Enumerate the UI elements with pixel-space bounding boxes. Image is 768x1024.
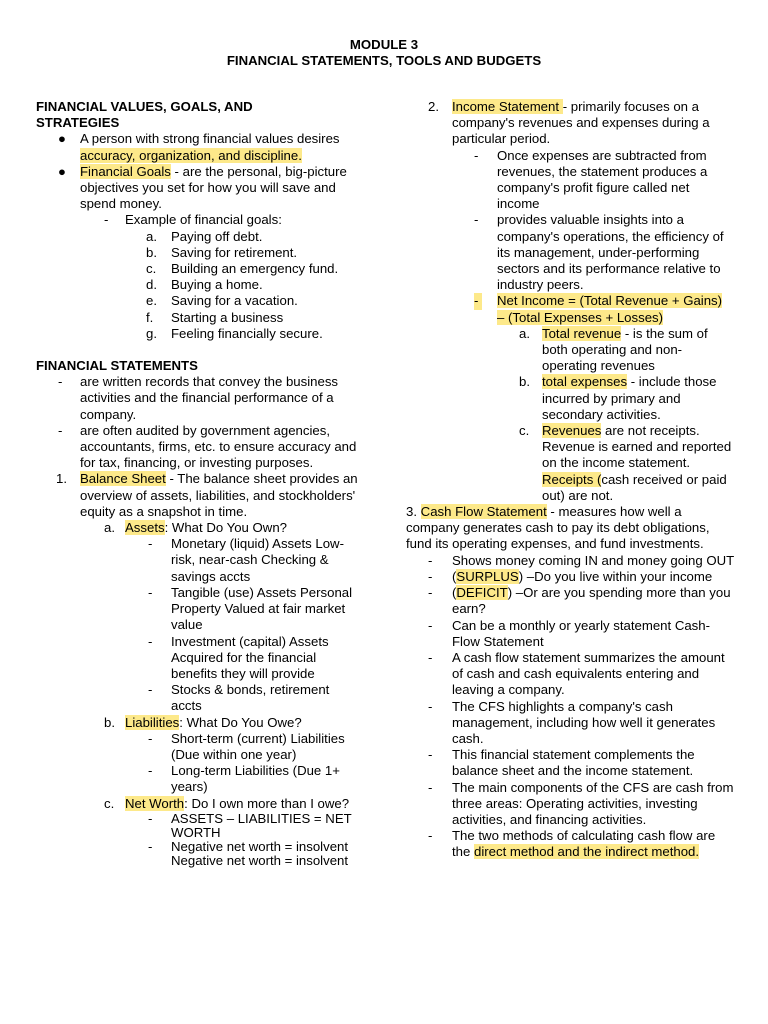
liabilities-heading: b. Liabilities: What Do You Owe? — [104, 714, 302, 730]
list-item-liability: - Short-term (current) Liabilities (Due within one year) — [148, 730, 345, 762]
income-desc-2: - provides valuable insights into a company's operations, the efficiency of its management, under-performing sectors and its performance relative to industry peers. — [474, 212, 724, 293]
bullet-icon: ● — [58, 163, 66, 179]
list-item-asset: - Tangible (use) Assets Personal Property Valued at fair market value — [148, 584, 353, 633]
cfs-desc: - The main components of the CFS are cash from three areas: Operating activities, investing activities, and financing activities. — [428, 779, 734, 827]
income-desc-1: - Once expenses are subtracted from revenues, the statement produces a company's profit figure called net income — [474, 147, 708, 212]
module-number: MODULE 3 — [349, 37, 419, 52]
list-item-goal: f. Starting a business — [146, 309, 284, 325]
net-income-formula: - Net Income = (Total Revenue + Gains) – (Total Expenses + Losses) — [474, 293, 723, 325]
example-goals-label: - Example of financial goals: — [104, 212, 282, 228]
list-item-goal: c. Building an emergency fund. — [146, 261, 339, 277]
cfs-deficit: - (DEFICIT) –Or are you spending more than you earn? — [428, 585, 731, 617]
list-item-net-worth: - ASSETS – LIABILITIES = NET WORTH — [148, 810, 352, 840]
cfs-desc: - A cash flow statement summarizes the amount of cash and cash equivalents entering and leaving a company. — [428, 649, 725, 698]
income-statement-item: 2. Income Statement - primarily focuses on a company's revenues and expenses during a particular period. — [428, 99, 710, 147]
assets-heading: a. Assets: What Do You Own? — [104, 520, 287, 536]
left-column — [36, 99, 372, 868]
right-column — [406, 99, 736, 861]
document-title: FINANCIAL STATEMENTS, TOOLS AND BUDGETS — [226, 53, 542, 68]
list-item-goal: b. Saving for retirement. — [146, 244, 298, 260]
list-item-net-worth: - Negative net worth = insolvent Negative net worth = insolvent — [148, 838, 349, 868]
cfs-desc: - This financial statement complements the balance sheet and the income statement. — [428, 747, 695, 779]
balance-sheet-item: 1. Balance Sheet - The balance sheet provides an overview of assets, liabilities, and stockholders' equity as a snapshot in time. — [56, 471, 358, 519]
list-item-revenues: c. Revenues are not receipts. Revenue is earned and reported on the income statement. Receipts (cash received or paid out) are not. — [519, 423, 732, 503]
cfs-surplus: - (SURPLUS) –Do you live within your income — [428, 568, 713, 584]
list-item-total-revenue: a. Total revenue - is the sum of both operating and non-operating revenues — [519, 325, 708, 374]
list-item-asset: - Stocks & bonds, retirement accts — [148, 682, 330, 714]
list-item-goal: g. Feeling financially secure. — [146, 325, 323, 341]
bullet-icon: ● — [58, 131, 66, 147]
list-item-goal: d. Buying a home. — [146, 277, 263, 293]
list-item-goal: a. Paying off debt. — [146, 228, 263, 244]
statements-desc-2: - are often audited by government agencies, accountants, firms, etc. to ensure accuracy and for tax, financing, or investing purposes. — [58, 422, 357, 471]
cfs-methods: - The two methods of calculating cash flow are the direct method and the indirect method. — [428, 828, 716, 860]
list-item-asset: - Investment (capital) Assets Acquired for the financial benefits they will provide — [148, 633, 329, 681]
cfs-desc: - Shows money coming IN and money going OUT — [428, 552, 735, 568]
bullet-values: ● A person with strong financial values desires accuracy, organization, and discipline. — [58, 131, 340, 163]
section-heading-values: FINANCIAL VALUES, GOALS, AND STRATEGIES — [36, 99, 253, 131]
statements-desc-1: - are written records that convey the business activities and the financial performance of a company. — [58, 374, 339, 422]
list-item-asset: - Monetary (liquid) Assets Low-risk, near-cash Checking & savings accts — [148, 536, 344, 584]
section-heading-statements: FINANCIAL STATEMENTS — [36, 358, 198, 374]
cfs-desc: - Can be a monthly or yearly statement Cash-Flow Statement — [428, 617, 711, 649]
list-item-liability: - Long-term Liabilities (Due 1+ years) — [148, 763, 340, 795]
list-item-total-expenses: b. total expenses - include those incurred by primary and secondary activities. — [519, 374, 717, 422]
bullet-financial-goals: ● Financial Goals - are the personal, big-picture objectives you set for how you will save and spend money. — [58, 163, 347, 212]
list-item-goal: e. Saving for a vacation. — [146, 293, 298, 309]
net-worth-heading: c. Net Worth: Do I own more than I owe? — [104, 795, 350, 811]
cash-flow-statement-item: 3. Cash Flow Statement - measures how well a company generates cash to pay its debt obligations, fund its operating expenses, and fund investments. — [406, 504, 710, 552]
cfs-desc: - The CFS highlights a company's cash management, including how well it generates cash. — [428, 698, 716, 746]
